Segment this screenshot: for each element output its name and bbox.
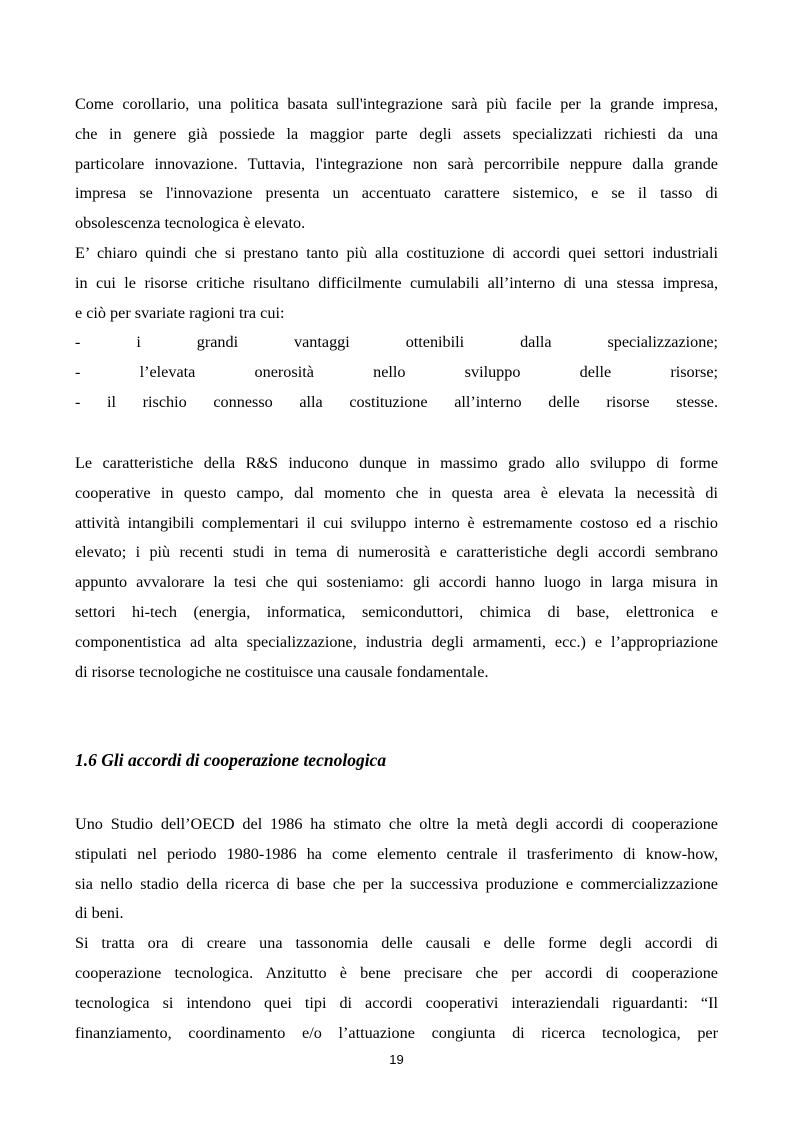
paragraph-line: di beni. xyxy=(75,904,124,923)
text-block-top xyxy=(75,90,718,418)
list-item: - i grandi vantaggi ottenibili dalla specializzazione; xyxy=(75,333,718,352)
paragraph-line: finanziamento, coordinamento e/o l’attuazione congiunta di ricerca tecnologica, per xyxy=(75,1023,718,1042)
list-item: - l’elevata onerosità nello sviluppo delle risorse; xyxy=(75,363,718,382)
section-heading: 1.6 Gli accordi di cooperazione tecnologica xyxy=(75,750,387,770)
paragraph-line: particolare innovazione. Tuttavia, l'integrazione non sarà percorribile neppure dalla grande xyxy=(75,154,718,173)
paragraph-line: Uno Studio dell’OECD del 1986 ha stimato che oltre la metà degli accordi di cooperazione xyxy=(75,815,718,833)
paragraph-line: settori hi-tech (energia, informatica, semiconduttori, chimica di base, elettronica e xyxy=(75,602,718,621)
paragraph-line: tecnologica si intendono quei tipi di accordi cooperativi interaziendali riguardanti: “Il xyxy=(75,993,718,1012)
paragraph-line: componentistica ad alta specializzazione, industria degli armamenti, ecc.) e l’appropriazione xyxy=(75,632,718,651)
paragraph-line: impresa se l'innovazione presenta un accentuato carattere sistemico, e se il tasso di xyxy=(75,184,718,203)
paragraph-line: stipulati nel periodo 1980-1986 ha come elemento centrale il trasferimento di know-how, xyxy=(75,844,718,863)
paragraph-line: di risorse tecnologiche ne costituisce una causale fondamentale. xyxy=(75,662,489,681)
paragraph-line: che in genere già possiede la maggior parte degli assets specializzati richiesti da una xyxy=(75,124,718,143)
paragraph-line: e ciò per svariate ragioni tra cui: xyxy=(75,303,285,322)
paragraph-line: Si tratta ora di creare una tassonomia delle causali e delle forme degli accordi di xyxy=(75,934,718,953)
paragraph-line: sia nello stadio della ricerca di base che per la successiva produzione e commercializzazione xyxy=(75,874,718,893)
paragraph-line: Come corollario, una politica basata sull'integrazione sarà più facile per la grande impresa, xyxy=(75,95,718,113)
paragraph-line: cooperazione tecnologica. Anzitutto è bene precisare che per accordi di cooperazione xyxy=(75,963,718,982)
text-block-middle xyxy=(75,449,718,687)
text-block-bottom xyxy=(75,810,718,1048)
paragraph-line: cooperative in questo campo, dal momento che in questa area è elevata la necessità di xyxy=(75,483,718,502)
paragraph-line: attività intangibili complementari il cui sviluppo interno è estremamente costoso ed a rischio xyxy=(75,513,718,532)
paragraph-line: Le caratteristiche della R&S inducono dunque in massimo grado allo sviluppo di forme xyxy=(75,454,718,472)
paragraph-line: appunto avvalorare la tesi che qui sosteniamo: gli accordi hanno luogo in larga misura in xyxy=(75,573,718,592)
list-item: - il rischio connesso alla costituzione all’interno delle risorse stesse. xyxy=(75,392,718,411)
paragraph-line: elevato; i più recenti studi in tema di numerosità e caratteristiche degli accordi sembrano xyxy=(75,543,718,562)
paragraph-line: in cui le risorse critiche risultano difficilmente cumulabili all’interno di una stessa impresa, xyxy=(75,273,718,292)
paragraph-line: E’ chiaro quindi che si prestano tanto più alla costituzione di accordi quei settori industriali xyxy=(75,243,718,262)
page-number: 19 xyxy=(389,1052,404,1067)
paragraph-line: obsolescenza tecnologica è elevato. xyxy=(75,214,306,233)
